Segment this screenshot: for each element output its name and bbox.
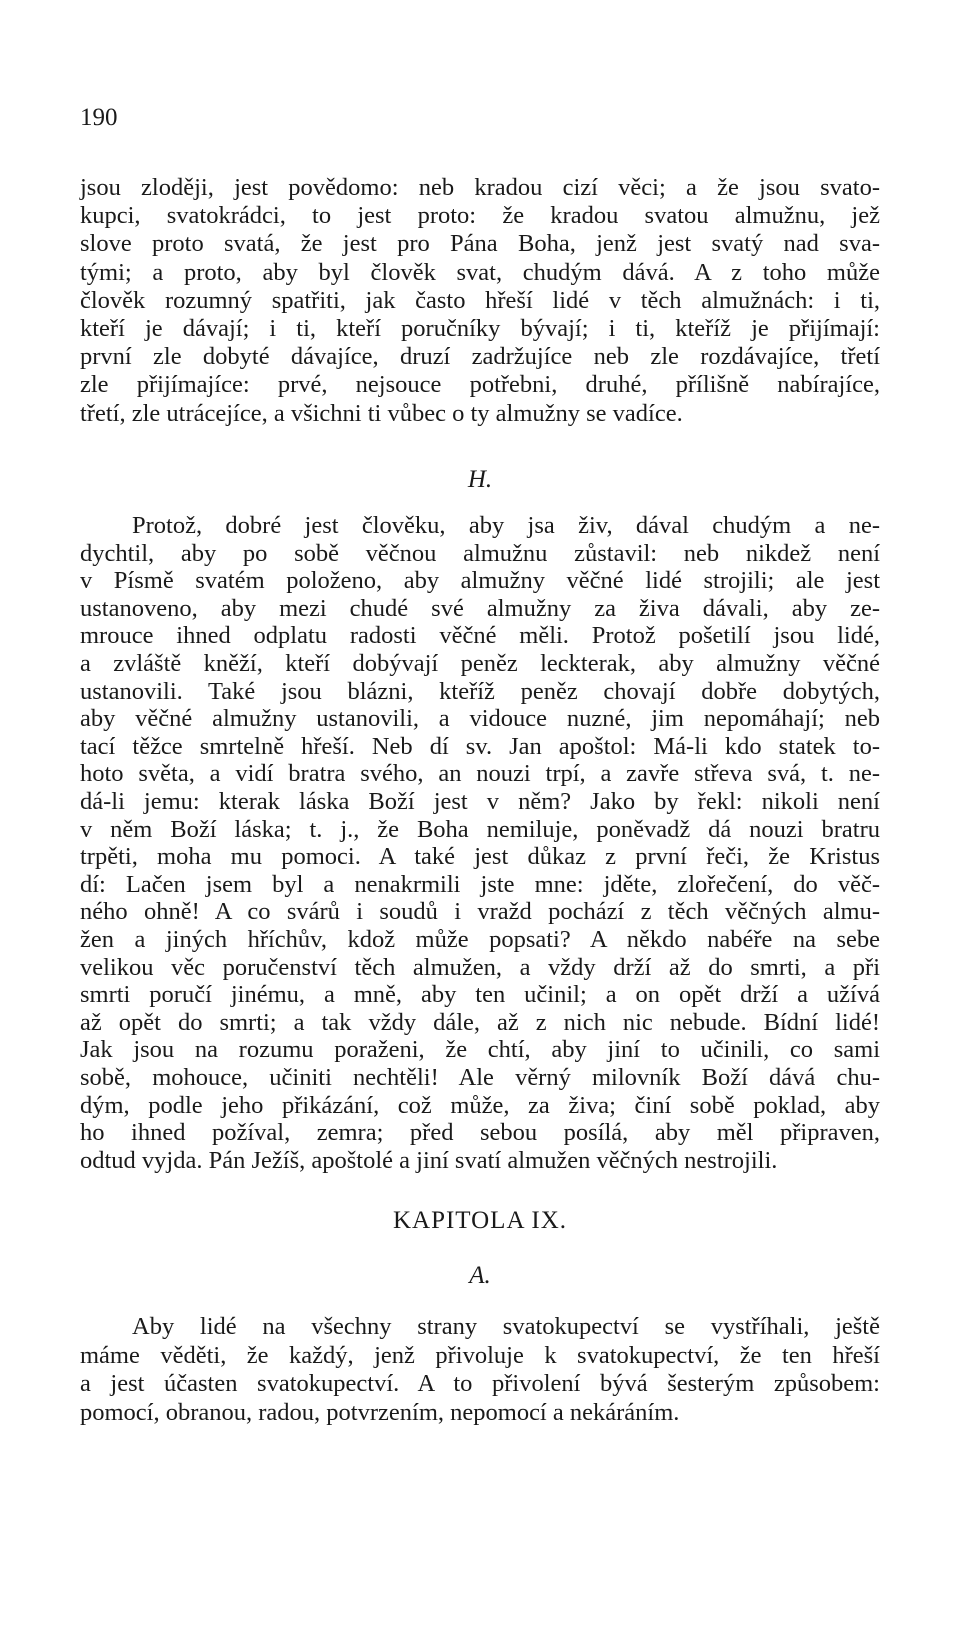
text-line: Protož, dobré jest člověku, aby jsa živ, dával chudým a ne- (132, 512, 880, 539)
text-line: smrti poručí jinému, a mně, aby ten učinil; a on opět drží a užívá (80, 981, 880, 1009)
text-line: jsou zloději, jest povědomo: neb kradou cizí věci; a že jsou svato- (80, 174, 880, 201)
text-line: aby věčné almužny ustanovili, a vidouce nuzné, jim nepomáhají; neb (80, 705, 880, 733)
text-line: dychtil, aby po sobě věčnou almužnu zůstavil: neb nikdež není (80, 539, 880, 567)
text-line: třetí, zle utrácejíce, a všichni ti vůbec o ty almužny se vadíce. (80, 399, 683, 427)
text-line: ustanoveno, aby mezi chudé své almužny za živa dávali, aby ze- (80, 594, 880, 622)
text-line: odtud vyjda. Pán Ježíš, apoštolé a jiní svatí almužen věčných nestrojili. (80, 1146, 778, 1174)
text-line: a zvláště kněží, kteří dobývají peněz leckterak, aby almužny věčné (80, 650, 880, 677)
text-line: první zle dobyté dávajíce, druzí zadržujíce neb zle rozdávajíce, třetí (80, 343, 880, 371)
section-mark-h: H. (467, 466, 493, 493)
text-line: velikou věc poručenství těch almužen, a vždy drží až do smrti, a při (80, 953, 880, 981)
text-line: sobě, mohouce, učiniti nechtěli! Ale věrný milovník Boží dává chu- (80, 1064, 880, 1091)
text-line: ho ihned požíval, zemra; před sebou posílá, aby měl připraven, (80, 1119, 880, 1147)
text-line: slove proto svatá, že jest pro Pána Boha, jenž jest svatý nad sva- (80, 230, 880, 258)
text-line: dým, podle jeho přikázání, což může, za živa; činí sobě poklad, aby (80, 1091, 880, 1119)
section-mark-a: A. (469, 1262, 491, 1289)
text-line: kupci, svatokrádci, to jest proto: že kradou svatou almužnu, jež (80, 202, 880, 230)
text-line: tací těžce smrtelně hřeší. Neb dí sv. Jan apoštol: Má-li kdo statek to- (80, 732, 880, 760)
text-line: Aby lidé na všechny strany svatokupectví se vystříhali, ještě (132, 1313, 880, 1340)
text-line: v něm Boží láska; t. j., že Boha nemiluje, poněvadž dá nouzi bratru (80, 815, 880, 843)
text-line: zle přijímajíce: prvé, nejsouce potřebni, druhé, přílišně nabírajíce, (80, 371, 880, 399)
text-line: trpěti, moha mu pomoci. A také jest důkaz z první řeči, že Kristus (80, 843, 880, 871)
text-line: Jak jsou na rozumu poraženi, že chtí, aby jiní to učinili, co sami (80, 1036, 880, 1064)
text-line: ného ohně! A co svárů i soudů i vražd pochází z těch věčných almu- (80, 898, 880, 926)
text-line: tými; a proto, aby byl člověk svat, chudým dává. A z toho může (80, 258, 880, 286)
text-line: pomocí, obranou, radou, potvrzením, nepomocí a nekáráním. (80, 1398, 680, 1426)
text-line: kteří je dávají; i ti, kteří poručníky bývají; i ti, kteříž je přijímají: (80, 315, 880, 342)
chapter-heading: KAPITOLA IX. (392, 1207, 568, 1234)
page-number: 190 (80, 104, 118, 131)
text-line: v Písmě svatém položeno, aby almužny věčné lidé strojili; ale jest (80, 567, 880, 595)
text-line: máme věděti, že každý, jenž přivoluje k svatokupectví, že ten hřeší (80, 1341, 880, 1369)
text-line: dí: Lačen jsem byl a nenakrmili jste mne: jděte, zlořečení, do věč- (80, 870, 880, 898)
text-line: hoto světa, a vidí bratra svého, an nouzi trpí, a zavře střeva svá, t. ne- (80, 760, 880, 788)
text-line: mrouce ihned odplatu radosti věčné měli. Protož pošetilí jsou lidé, (80, 622, 880, 650)
text-line: žen a jiných hříchův, kdož může popsati? A někdo nabéře na sebe (80, 926, 880, 953)
text-line: ustanovili. Také jsou blázni, kteříž peněz chovají dobře dobytých, (80, 677, 880, 705)
text-line: dá-li jemu: kterak láska Boží jest v něm? Jako by řekl: nikoli není (80, 788, 880, 815)
text-line: člověk rozumný spatřiti, jak často hřeší lidé v těch almužnách: i ti, (80, 286, 880, 314)
book-page (80, 0, 880, 1642)
text-line: a jest účasten svatokupectví. A to přivolení bývá šesterým způsobem: (80, 1370, 880, 1398)
text-line: až opět do smrti; a tak vždy dále, až z nich nic nebude. Bídní lidé! (80, 1008, 880, 1036)
